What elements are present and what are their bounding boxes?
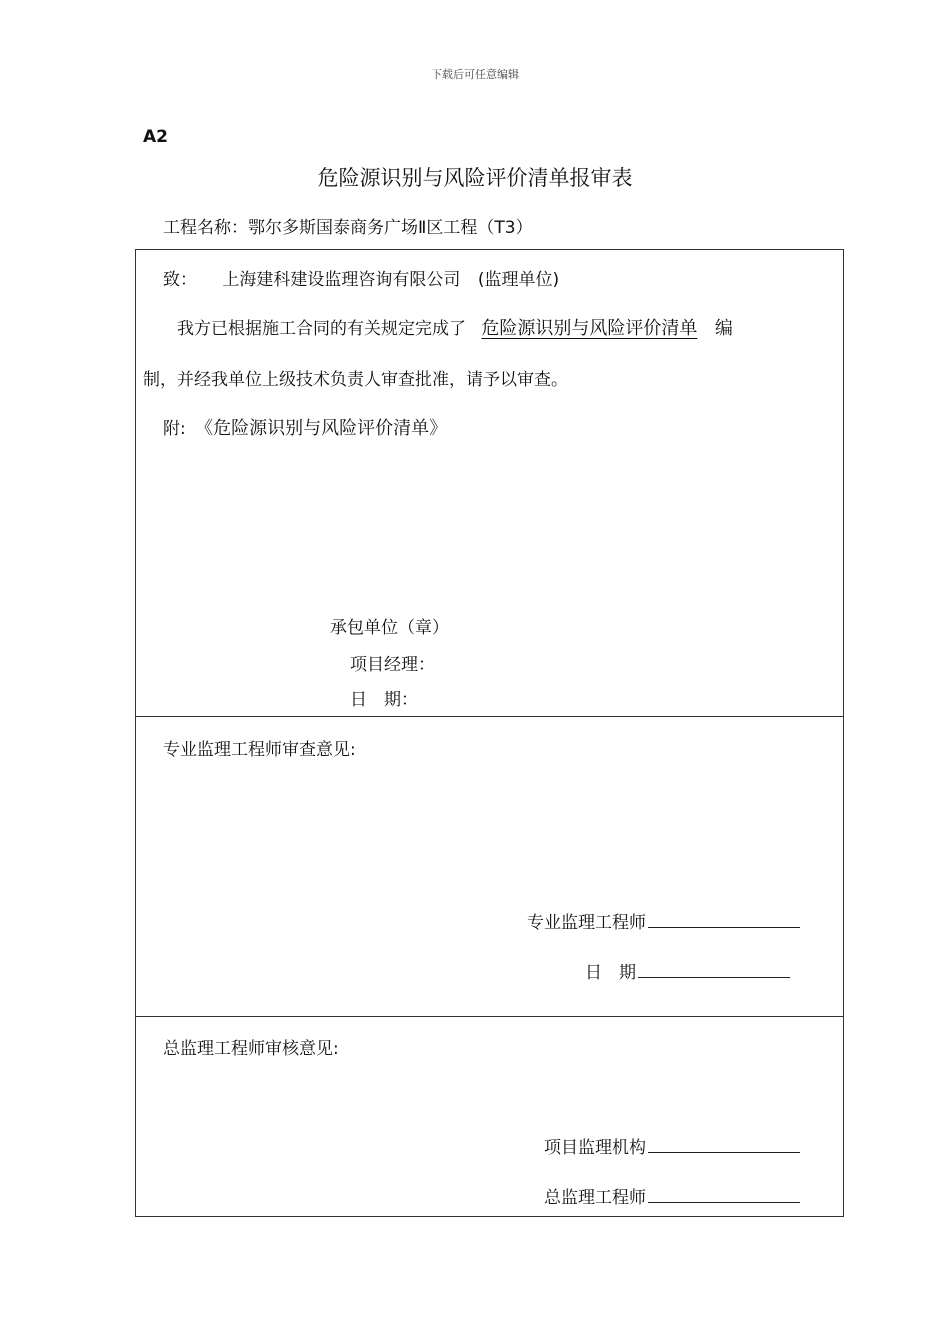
project-manager-label: 项目经理： (350, 655, 435, 675)
supervision-agency-label: 项目监理机构 (544, 1138, 646, 1158)
statement-line-1 (177, 314, 733, 340)
statement-line-2: 制，并经我单位上级技术负责人审查批准，请予以审查。 (143, 370, 568, 390)
date-blank (638, 962, 790, 978)
supervision-agency-line (544, 1133, 800, 1158)
specialty-date-label: 日 期 (585, 963, 636, 983)
form-frame (135, 249, 844, 1217)
addressee-line (163, 265, 559, 290)
specialty-engineer-signature-line (527, 908, 800, 933)
supervision-role: (监理单位) (477, 270, 560, 290)
statement-document: 危险源识别与风险评价清单 (481, 318, 698, 339)
attachment-document: 《危险源识别与风险评价清单》 (195, 418, 448, 439)
chief-engineer-line (544, 1183, 800, 1208)
contractor-seal-label: 承包单位（章） (330, 618, 449, 638)
chief-engineer-opinion-title: 总监理工程师审核意见: (163, 1039, 339, 1059)
specialty-engineer-opinion-title: 专业监理工程师审查意见: (163, 740, 356, 760)
supervision-unit: 上海建科建设监理咨询有限公司 (222, 270, 461, 290)
signature-blank (648, 912, 800, 928)
project-name: 工程名称：鄂尔多斯国泰商务广场Ⅱ区工程（T3） (163, 218, 533, 238)
chief-blank (648, 1187, 800, 1203)
specialty-engineer-label: 专业监理工程师 (527, 913, 646, 933)
section-divider-2 (135, 1016, 844, 1017)
section-divider-1 (135, 716, 844, 717)
form-code: A2 (143, 127, 168, 147)
chief-engineer-label: 总监理工程师 (544, 1188, 646, 1208)
statement-suffix: 编 (714, 318, 733, 339)
document-title: 危险源识别与风险评价清单报审表 (317, 166, 633, 190)
contractor-date-label: 日 期： (350, 690, 418, 710)
attachment-line (163, 414, 447, 440)
agency-blank (648, 1137, 800, 1153)
specialty-date-line (585, 958, 790, 983)
to-label: 致： (163, 270, 197, 290)
header-note: 下载后可任意编辑 (431, 68, 519, 81)
attachment-label: 附: (163, 419, 186, 439)
statement-prefix: 我方已根据施工合同的有关规定完成了 (177, 319, 466, 339)
